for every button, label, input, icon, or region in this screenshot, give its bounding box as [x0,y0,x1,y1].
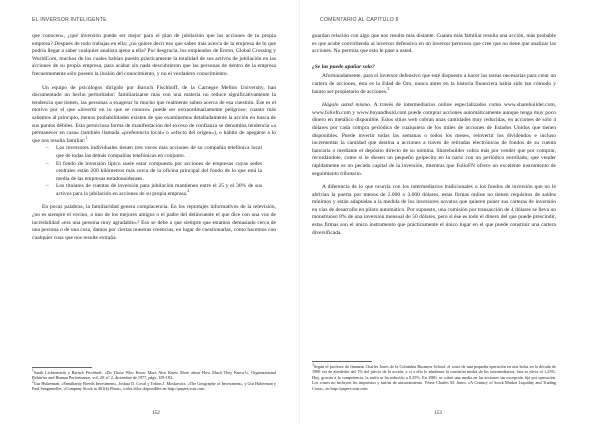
paragraph: Afortunadamente, para el inversor defensivo que esté dispuesto a hacer las tareas necesarias para crear un cartera de acciones, ésta es la Edad de Oro, nunca antes en la historia financiera había sido tan cómodo y barato ser propietario de acciones.$^3$ [312,73,556,95]
paragraph: Hágalo usted mismo. A través de intermediarios online especializados como www.sharebuilder.com, www.foliofn.com y www.buyandhold.com puede comprar acciones automáticamente aunque tenga muy poco dinero en metálico disponible. Estos sitios web cobran unas cantidades muy reducidas, en acciones de sólo 4 dólares por cada compra periódica de cualquiera de los miles de acciones de Estados Unidos que tienen disponibles. Puede invertir todas las semanas o todos los meses, reinvertir los dividendos e incluso incrementar la cantidad que destina a acciones a través de retiradas electrónicas de fondos de su cuenta bancaria o mediante el depósito directo de su nómina. Sharebuilder cobra más por vender que por comprar, recordándole, como si le diesen un pequeño golpecito en la nariz con un periódico enrollado, que vender rápidamente es un pecado capital de la inversión, mientras que FolioFN ofrece un excelente instrumento de seguimiento tributario. [312,102,556,177]
footnote-ref: 1 [85,135,88,140]
run-in-heading: Hágalo usted mismo. [322,102,372,109]
footnotes [312,364,556,391]
section-heading: ¿Se las puede apañar solo? [312,63,375,70]
page-number-right: 153 [434,410,442,416]
list-item: – Los titulares de cuentas de inversión para jubilación mantienen entre el 25 y el 30% de sus activos para la jubilación en acciones de su propia empresa.$^2$ [32,183,276,198]
footnote: $^3$Según el profesor de finanzas Charles Jones de la Columbia Business School, el coste de una pequeña operación en una bolsa en la década de 1900 era de alrededor del 1% del precio de la acción, y si a ello le añadimos la comisión media de los intermediarios, ésta se eleva al 1,25%. Hoy, gracias a la competencia, la tarifa se ha reducido a 0,25%. En 1980, se cobró una media en las acciones sin excepción fija por operación. Los costes no incluyen los impuestos y tarifas de asesoramiento. Véase Charles M. Jones, «A Century of Stock Market Liquidity and Trading Costs», en http://papers.ssrn.com. [312,362,556,391]
right-body-text [312,33,556,237]
left-body-text [32,33,276,242]
paragraph: que conocen», ¿qué inversión puede ser mejor para el plan de jubilación que las acciones de tu propia empresa? Después de todo trabajas en ella; ¿no quiere decir eso que sabes más acerca de la empresa de lo que podría llegar a saber cualquier analista ajeno a ella? Por desgracia, los empleados de Enron, Global Crossing y WorldCom, muchos de los cuales habían puesto prácticamente la totalidad de sus activos de jubilación en las acciones de su propia empresa, para acabar sin nada descubrieron que las personas de dentro de la empresa frecuentemente sólo poseen la ilusión del conocimiento, y no el verdadero conocimiento. [32,33,276,77]
paragraph: A diferencia de lo que ocurría con los intermediarios tradicionales o los fondos de inversión que no le abrirían la puerta por menos de 2.000 o 3.000 dólares, estas firmas online no tienen requisitos de saldos mínimos y están adaptadas a la medida de los inversores novatos que quieren poner sus carteras de inversión en vías de desarrollo en piloto automático. Por supuesto, una comisión por transacción de 4 dólares se lleva un monstruoso 8% de una inversión mensual de 50 dólares, pero si ése es todo el dinero del que puede prescindir, estas firmas son el único instrumento que prácticamente el único lugar en el que puede construir una cartera diversificada. [312,184,556,236]
paragraph: Un equipo de psicólogos dirigido por Baruch Fischhoff, de la Carnegie Mellon University, han documentado un hecho perturbador: familiarizarse más con una materia no reduce significativamente la tendencia que tienen, las personas a exagerar lo mucho que realmente saben acerca de esa cuestión. Ése es el motivo por el que «invertir en lo que se conoce» puede ser extraordinariamente peligroso; cuanto más sabemos al principio, menos probabilidades existen de que examinemos detalladamente la acción en busca de sus puntos débiles. Esta perniciosa forma de manifestación del exceso de confianza se denomina tendencia «a permanecer en casa» (también llamada «preferencia local» o «efecto del origen»), o hábito de apegarse a lo que nos resulta familiar:$^1$ [32,84,276,144]
footnote-ref: 2 [187,189,190,194]
bullet-list [32,145,276,198]
list-item: – Los inversores individuales tienen tres veces más acciones de su compañía telefónica local que de todas las demás compañías telefónicas en conjunto. [32,145,276,160]
footnote: $^1$Sarah Lichtenstein y Baruch Fischhoff, «Do Those Who Know More Also Know More about How Much They Know?», Organizational Behavior and Human Performance, vol. 20, n° 2, diciembre de 1977, págs. 159-183. [32,368,276,381]
footnote-divider [312,361,372,362]
paragraph: En pocas palabras, la familiaridad genera complacencia. En los reportajes informativos de la televisión, ¿no es siempre el vecino, o uno de los mejores amigos o el padre del delincuente el que dice con una voz de incredulidad «era una persona muy agradable»? Eso se debe a que siempre que estamos demasiado cerca de una persona o de una cosa, damos por ciertas nuestras creencias, en lugar de cuestionarlas, como hacemos con cualquier cosa que nos resulte extraña. [32,204,276,241]
list-item: – El fondo de inversión típico suele estar compuesto por acciones de empresas cuyas sedes centrales están 200 kilómetros más cerca de la oficina principal del fondo de lo que está la media de las empresas estadounidenses. [32,161,276,184]
footnote-ref: 3 [387,86,390,91]
running-header-left: EL INVERSOR INTELIGENTE [32,17,107,23]
paragraph: guardan relación con algo que nos resulta más distante. Cuanto más familiar resulta una acción, más probable es que acabe convirtiendo al inversor defensivo en un inversor perezoso que cree que no tiene que analizar las acciones. No permita que esto le pase a usted. [312,33,556,55]
page-number-left: 152 [152,410,160,416]
footnotes [32,370,276,392]
footnote-divider [32,367,92,368]
footnote: $^2$Gur Huberman, «Familiarity Breeds Investment», Joshua D. Coval y Tobias J. Moskowitz, «The Geography of Investment», y Gur Huberman y Paul Sengmueller, «Company Stock in 401(k) Plans», todos ellos disponibles en http://papers.ssrn.com. [32,379,276,392]
right-page [300,0,600,424]
running-header-right: COMENTARIO AL CAPÍTULO 8 [320,17,399,23]
